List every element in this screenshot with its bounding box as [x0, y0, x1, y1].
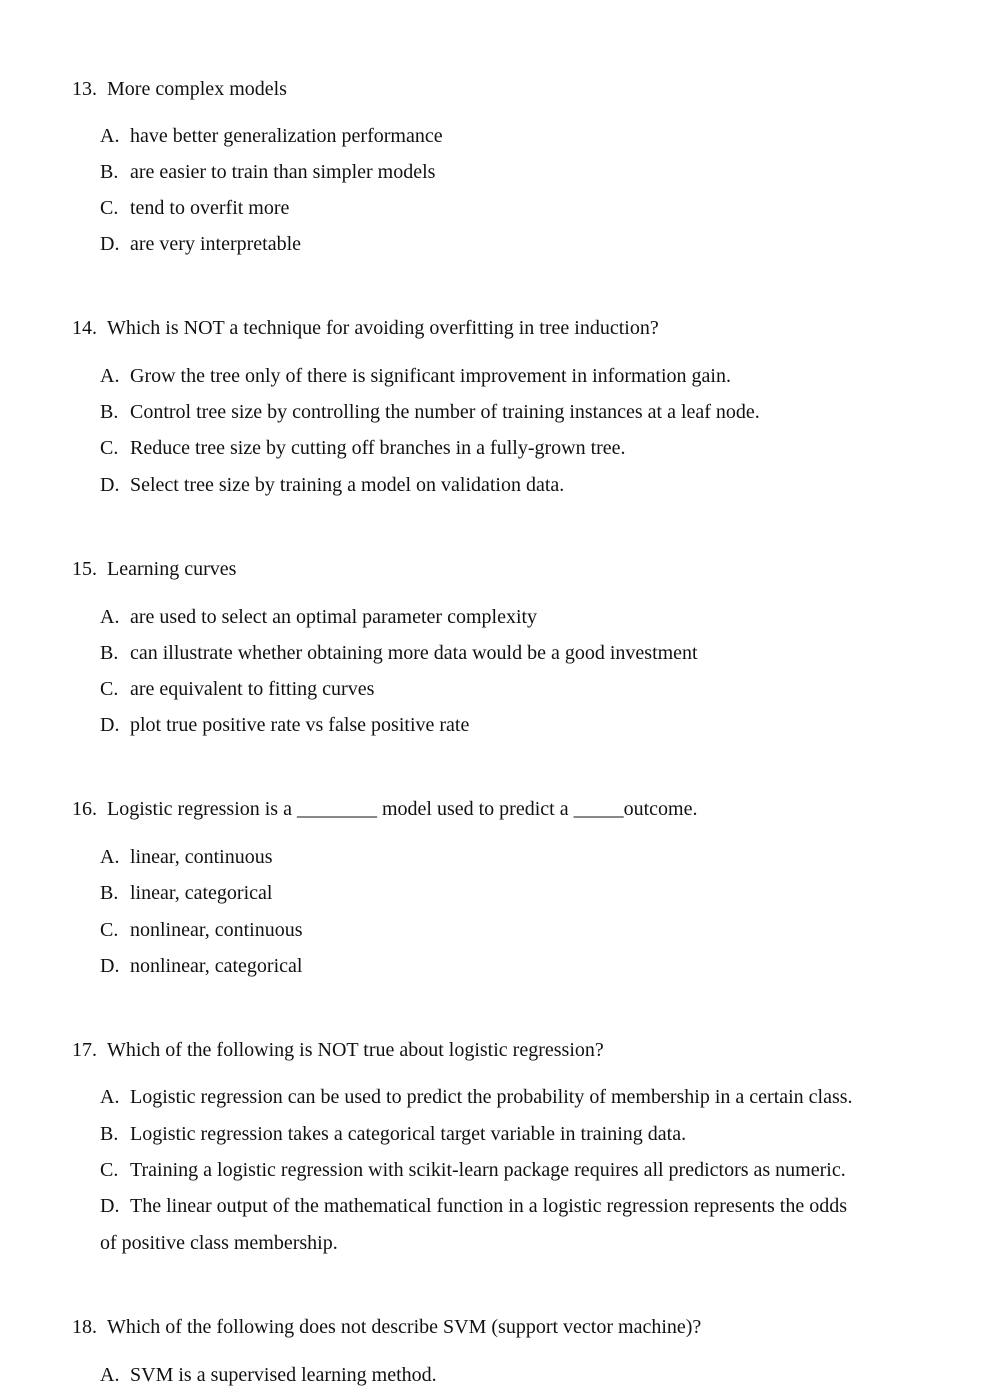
- option-text: Select tree size by training a model on validation data.: [130, 474, 565, 496]
- option-letter: B.: [100, 161, 119, 183]
- option-text: are very interpretable: [130, 233, 302, 255]
- question-number: 17.: [72, 1039, 97, 1061]
- option-letter: A.: [100, 1086, 120, 1108]
- question-number: 16.: [72, 798, 97, 820]
- option-letter: B.: [100, 1123, 119, 1145]
- question-text: Logistic regression is a ________ model used to predict a _____outcome.: [107, 798, 698, 820]
- option-15-d: [100, 713, 469, 737]
- option-16-d: [100, 954, 302, 978]
- option-letter: A.: [100, 125, 120, 147]
- option-letter: D.: [100, 474, 120, 496]
- option-text: are equivalent to fitting curves: [130, 678, 375, 700]
- option-14-a: [100, 364, 731, 388]
- option-text: have better generalization performance: [130, 125, 443, 147]
- question-16: [72, 797, 697, 821]
- option-text: are easier to train than simpler models: [130, 161, 436, 183]
- option-13-b: [100, 160, 435, 184]
- option-text: plot true positive rate vs false positive rate: [130, 714, 470, 736]
- option-letter: A.: [100, 606, 120, 628]
- option-letter: B.: [100, 401, 119, 423]
- option-16-a: [100, 845, 273, 869]
- option-14-b: [100, 400, 760, 424]
- option-letter: D.: [100, 714, 120, 736]
- option-15-a: [100, 605, 537, 629]
- option-15-c: [100, 677, 374, 701]
- option-letter: D.: [100, 1195, 120, 1217]
- option-text: tend to overfit more: [130, 197, 290, 219]
- question-text: Learning curves: [107, 558, 237, 580]
- question-18: [72, 1315, 701, 1339]
- option-text: Grow the tree only of there is significant improvement in information gain.: [130, 365, 731, 387]
- option-16-c: [100, 918, 303, 942]
- question-number: 15.: [72, 558, 97, 580]
- question-number: 14.: [72, 317, 97, 339]
- option-text: nonlinear, categorical: [130, 955, 303, 977]
- option-17-d-continuation: of positive class membership.: [100, 1232, 338, 1254]
- option-13-a: [100, 124, 443, 148]
- option-letter: D.: [100, 955, 120, 977]
- option-17-c: [100, 1158, 846, 1182]
- option-letter: C.: [100, 678, 119, 700]
- option-text: Training a logistic regression with scikit-learn package requires all predictors as numeric.: [130, 1159, 846, 1181]
- option-letter: C.: [100, 1159, 119, 1181]
- question-text: Which is NOT a technique for avoiding overfitting in tree induction?: [107, 317, 659, 339]
- question-17: [72, 1038, 604, 1062]
- option-13-c: [100, 196, 289, 220]
- option-17-b: [100, 1122, 686, 1146]
- option-14-d: [100, 473, 564, 497]
- option-letter: A.: [100, 846, 120, 868]
- option-13-d: [100, 232, 301, 256]
- question-text: Which of the following is NOT true about logistic regression?: [107, 1039, 604, 1061]
- option-text: are used to select an optimal parameter complexity: [130, 606, 538, 628]
- option-letter: C.: [100, 437, 119, 459]
- option-letter: A.: [100, 365, 120, 387]
- option-text: Logistic regression takes a categorical target variable in training data.: [130, 1123, 687, 1145]
- option-15-b: [100, 641, 698, 665]
- option-text: nonlinear, continuous: [130, 919, 303, 941]
- option-letter: C.: [100, 197, 119, 219]
- question-13: [72, 77, 287, 101]
- option-text: can illustrate whether obtaining more data would be a good investment: [130, 642, 698, 664]
- option-letter: B.: [100, 882, 119, 904]
- option-17-a: [100, 1085, 853, 1109]
- question-number: 18.: [72, 1316, 97, 1338]
- option-text: Logistic regression can be used to predict the probability of membership in a certain class.: [130, 1086, 853, 1108]
- option-14-c: [100, 436, 626, 460]
- question-number: 13.: [72, 78, 97, 100]
- question-14: [72, 316, 659, 340]
- option-letter: B.: [100, 642, 119, 664]
- question-15: [72, 557, 236, 581]
- question-text: More complex models: [107, 78, 287, 100]
- option-17-d: [100, 1194, 847, 1218]
- option-letter: A.: [100, 1364, 120, 1386]
- option-text: SVM is a supervised learning method.: [130, 1364, 437, 1386]
- option-letter: D.: [100, 233, 120, 255]
- option-letter: C.: [100, 919, 119, 941]
- option-text: linear, categorical: [130, 882, 273, 904]
- option-text: The linear output of the mathematical function in a logistic regression represents the odds: [130, 1195, 848, 1217]
- question-text: Which of the following does not describe SVM (support vector machine)?: [107, 1316, 702, 1338]
- option-text: Control tree size by controlling the number of training instances at a leaf node.: [130, 401, 760, 423]
- option-text: linear, continuous: [130, 846, 273, 868]
- option-text: Reduce tree size by cutting off branches in a fully-grown tree.: [130, 437, 626, 459]
- option-18-a: [100, 1363, 437, 1387]
- option-16-b: [100, 881, 272, 905]
